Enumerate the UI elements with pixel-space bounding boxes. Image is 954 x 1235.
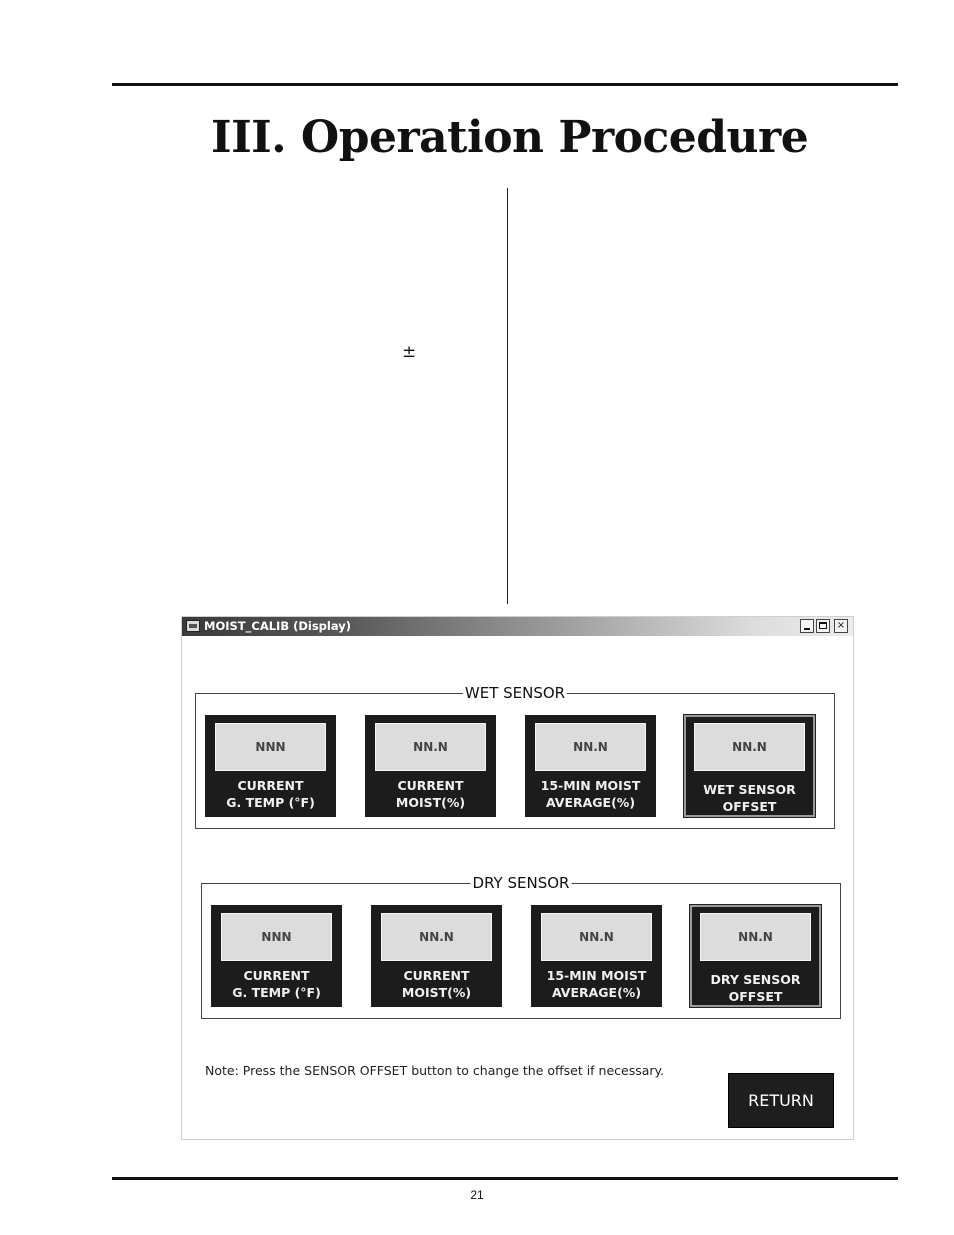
dry-sensor-offset-value: NN.N [700, 913, 811, 961]
wet-current-temp-tile [205, 715, 336, 817]
minimize-button[interactable] [800, 619, 814, 633]
dry-current-moist-caption: CURRENT MOIST(%) [401, 968, 472, 1000]
dry-current-moist-tile [371, 905, 502, 1007]
header-rule [112, 83, 898, 86]
plus-minus-symbol: ± [402, 342, 417, 362]
wet-moist-average-tile [525, 715, 656, 817]
wet-current-moist-tile [365, 715, 496, 817]
wet-sensor-offset-caption: WET SENSOR OFFSET [703, 782, 796, 814]
dry-moist-average-value: NN.N [541, 913, 652, 961]
page-number: 21 [470, 1188, 484, 1202]
wet-current-moist-caption: CURRENT MOIST(%) [395, 778, 466, 810]
app-icon [186, 620, 200, 632]
dry-sensor-offset-caption: DRY SENSOR OFFSET [710, 972, 801, 1004]
dry-current-temp-tile [211, 905, 342, 1007]
dry-sensor-offset-button[interactable] [690, 905, 821, 1007]
moist-calib-window [181, 616, 854, 1140]
dry-current-temp-value: NNN [221, 913, 332, 961]
wet-sensor-group [195, 684, 835, 829]
dry-current-temp-caption: CURRENT G. TEMP (°F) [232, 968, 321, 1000]
dry-sensor-label: DRY SENSOR [472, 874, 570, 892]
wet-sensor-label: WET SENSOR [464, 684, 566, 702]
wet-current-temp-value: NNN [215, 723, 326, 771]
offset-note: Note: Press the SENSOR OFFSET button to change the offset if necessary. [205, 1063, 665, 1078]
wet-moist-average-caption: 15-MIN MOIST AVERAGE(%) [540, 778, 641, 810]
dry-sensor-group [201, 874, 841, 1019]
dry-current-moist-value: NN.N [381, 913, 492, 961]
maximize-button[interactable] [816, 619, 830, 633]
wet-current-moist-value: NN.N [375, 723, 486, 771]
dry-moist-average-tile [531, 905, 662, 1007]
wet-moist-average-value: NN.N [535, 723, 646, 771]
window-title: MOIST_CALIB (Display) [204, 619, 352, 633]
footer-rule [112, 1177, 898, 1180]
column-divider [507, 188, 508, 604]
wet-sensor-offset-button[interactable] [684, 715, 815, 817]
close-button[interactable]: × [834, 619, 848, 633]
wet-current-temp-caption: CURRENT G. TEMP (°F) [226, 778, 315, 810]
wet-sensor-offset-value: NN.N [694, 723, 805, 771]
page-title: III. Operation Procedure [211, 112, 809, 163]
return-button[interactable]: RETURN [728, 1073, 834, 1128]
dry-moist-average-caption: 15-MIN MOIST AVERAGE(%) [546, 968, 647, 1000]
window-titlebar[interactable] [182, 617, 853, 636]
